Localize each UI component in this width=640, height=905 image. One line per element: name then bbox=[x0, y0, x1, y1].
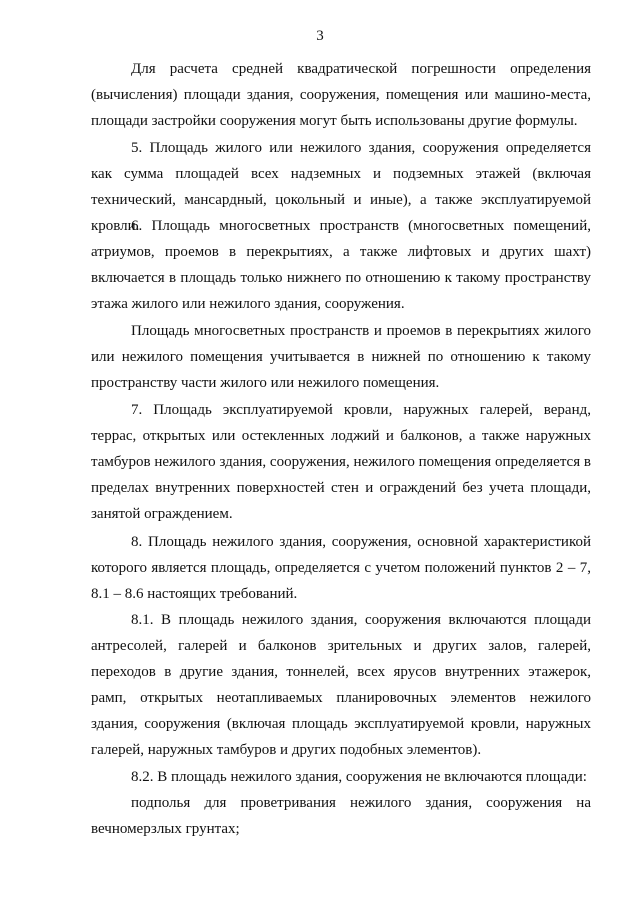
paragraph-clause-8-2: 8.2. В площадь нежилого здания, сооружения не включаются площади: bbox=[131, 769, 587, 785]
page-number: 3 bbox=[316, 28, 324, 44]
paragraph-rms-error-formulas: Для расчета средней квадратической погрешности определения (вычисления) площади здания, сооружения, помещения или машино-места, площади застройки сооружения могут быть использованы другие формулы. bbox=[91, 61, 591, 130]
paragraph-clause-7: 7. Площадь эксплуатируемой кровли, наружных галерей, веранд, террас, открытых или остекленных лоджий и балконов, а также наружных тамбуров нежилого здания, сооружения, нежилого помещения определяется в пределах внутренних поверхностей стен и ограждений без учета площади, занятой ограждением. bbox=[91, 402, 591, 523]
paragraph-clause-8-2-item: подполья для проветривания нежилого здания, сооружения на вечномерзлых грунтах; bbox=[91, 795, 591, 838]
paragraph-clause-6: 6. Площадь многосветных пространств (многосветных помещений, атриумов, проемов в перекрытиях, а также лифтовых и других шахт) включается в площадь только нижнего по отношению к такому пространству этажа жилого или нежилого здания, сооружения. bbox=[91, 218, 591, 313]
paragraph-clause-5: 5. Площадь жилого или нежилого здания, сооружения определяется как сумма площадей всех надземных и подземных этажей (включая технический, мансардный, цокольный и иные), а также эксплуатируемой кровли. bbox=[91, 140, 591, 235]
paragraph-clause-6-continued: Площадь многосветных пространств и проемов в перекрытиях жилого или нежилого помещения учитывается в нижней по отношению к такому пространству части жилого или нежилого помещения. bbox=[91, 323, 591, 392]
paragraph-clause-8-1: 8.1. В площадь нежилого здания, сооружения включаются площади антресолей, галерей и балконов зрительных и других залов, галерей, переходов в другие здания, тоннелей, всех ярусов внутренних этажерок, рамп, открытых неотапливаемых планировочных элементов нежилого здания, сооружения (включая площадь эксплуатируемой кровли, наружных галерей, наружных тамбуров и других подобных элементов). bbox=[91, 612, 591, 759]
paragraph-clause-8: 8. Площадь нежилого здания, сооружения, основной характеристикой которого является площадь, определяется с учетом положений пунктов 2 – 7, 8.1 – 8.6 настоящих требований. bbox=[91, 534, 591, 603]
